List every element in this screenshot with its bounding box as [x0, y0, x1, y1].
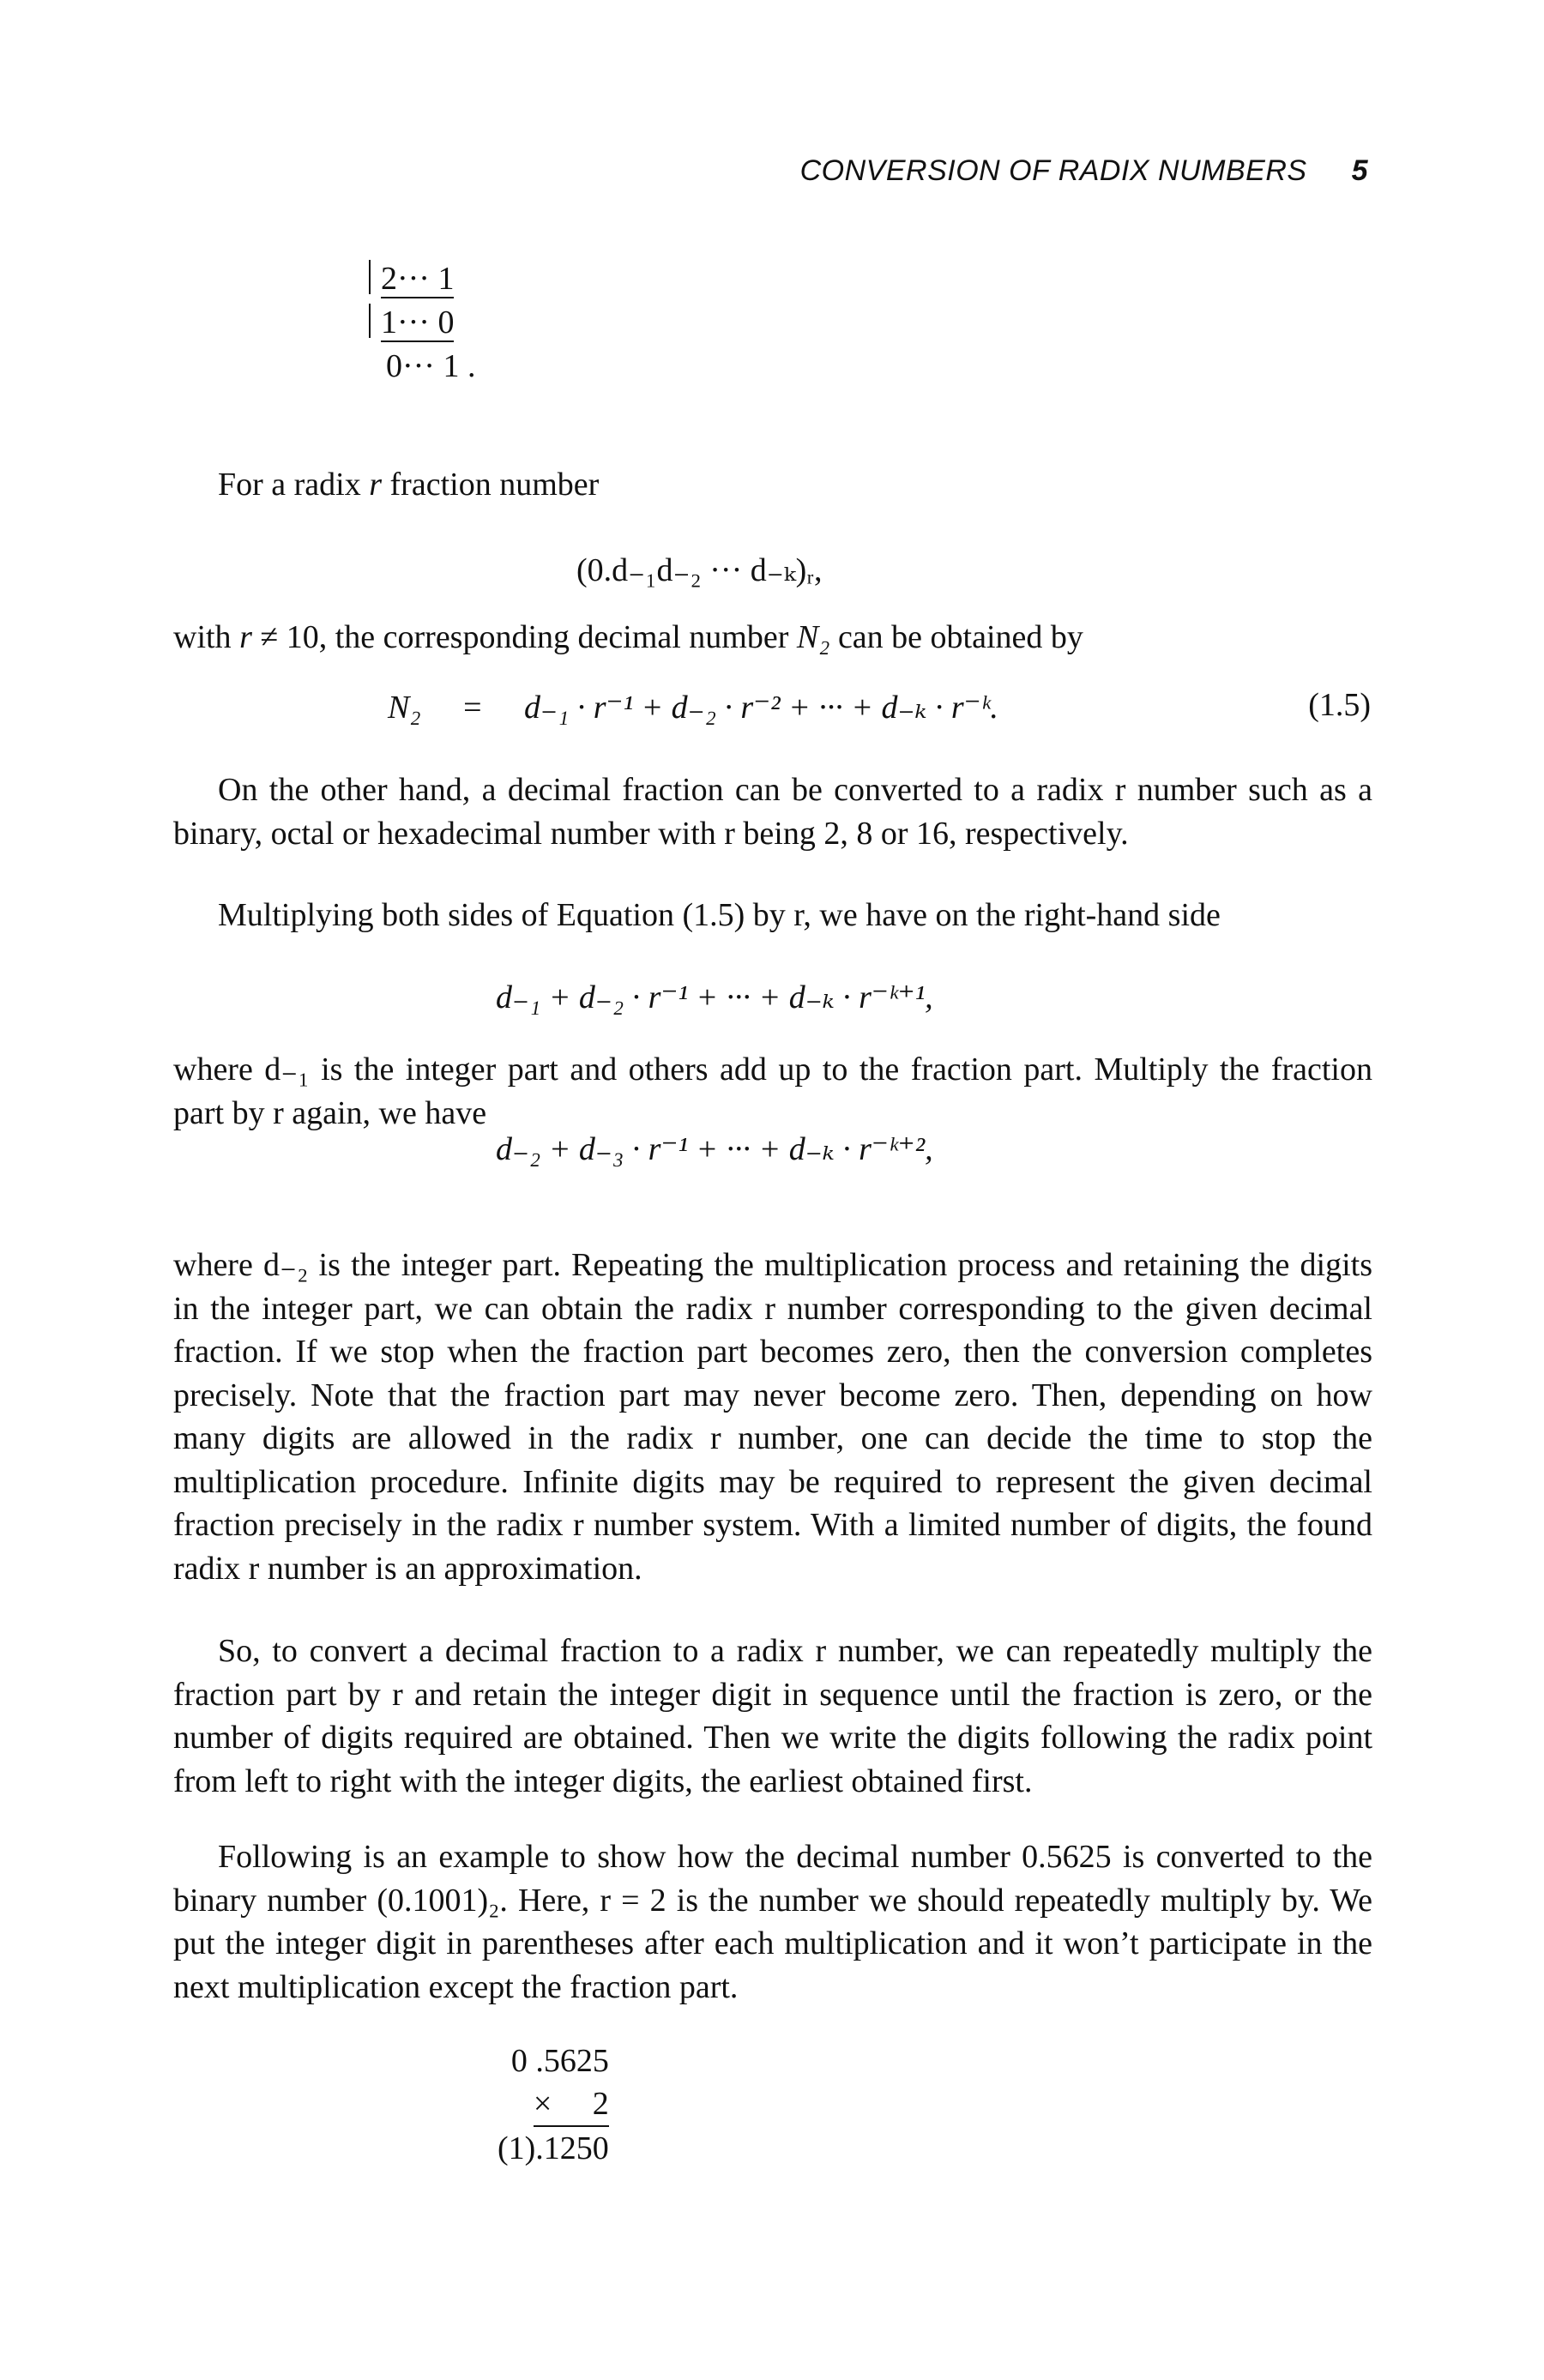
running-header — [800, 154, 1368, 188]
multiplicand: 0 .5625 — [510, 2043, 609, 2079]
product: (1).1250 — [498, 2130, 609, 2166]
page-number: 5 — [1351, 154, 1368, 187]
paragraph-example-intro: Following is an example to show how the decimal number 0.5625 is converted to the binary number (0.1001)₂. Here, r = 2 is the number we should repeatedly multiply by. We put the integer digit in parentheses after each multiplication and it won’t participate in the next multiplication except the fraction part. — [173, 1839, 1372, 2005]
equation-1-5: N₂ = d₋₁ · r⁻¹ + d₋₂ · r⁻² + ··· + d₋ₖ · r⁻ᵏ. — [388, 690, 998, 726]
paragraph-other-hand: On the other hand, a decimal fraction can be converted to a radix r number such as a binary, octal or hexadecimal number with r being 2, 8 or 16, respectively. — [173, 772, 1372, 852]
expansion-equation-2: d₋₂ + d₋₃ · r⁻¹ + ··· + d₋ₖ · r⁻ᵏ⁺², — [496, 1131, 933, 1167]
paragraph-radix-fraction: For a radix r fraction number — [218, 467, 600, 503]
expansion-equation-1: d₋₁ + d₋₂ · r⁻¹ + ··· + d₋ₖ · r⁻ᵏ⁺¹, — [496, 979, 933, 1015]
multiplier: × 2 — [534, 2082, 609, 2127]
paragraph-integer-part-2: where d₋₂ is the integer part. Repeating the multiplication process and retaining the digits in the integer part, we can obtain the radix r number corresponding to the given decimal fraction. If we stop when the fraction part becomes zero, then the conversion completes precisely. Note that the fraction part may never become zero. Then, depending on how many digits are allowed in the radix r number, one can decide the time to stop the multiplication procedure. Infinite digits may be required to represent the given decimal fraction precisely in the radix r number system. With a limited number of digits, the found radix r number is an approximation. — [173, 1247, 1372, 1587]
division-tail — [369, 257, 475, 389]
paragraph-convert-summary: So, to convert a decimal fraction to a radix r number, we can repeatedly multiply the fraction part by r and retain the integer digit in sequence until the fraction is zero, or the number of digits required are obtained. Then we write the digits following the radix point from left to right with the integer digits, the earliest obtained first. — [173, 1633, 1372, 1799]
division-row: 1··· 0 — [369, 301, 475, 345]
running-title: CONVERSION OF RADIX NUMBERS — [799, 154, 1307, 187]
multiplication-example — [498, 2040, 609, 2170]
paragraph-integer-part-1: where d₋₁ is the integer part and others add up to the fraction part. Multiply the fraction part by r again, we have — [173, 1051, 1372, 1131]
eq-lhs: N₂ — [388, 690, 421, 726]
division-row: 0··· 1 . — [386, 348, 476, 384]
paragraph-multiplying: Multiplying both sides of Equation (1.5) by r, we have on the right-hand side — [218, 897, 1221, 933]
equation-number: (1.5) — [1308, 687, 1371, 723]
division-row: 2··· 1 — [369, 257, 475, 301]
fraction-form-equation: (0.d₋₁d₋₂ ··· d₋ₖ)ᵣ, — [576, 552, 823, 588]
eq-rhs: d₋₁ · r⁻¹ + d₋₂ · r⁻² + ··· + d₋ₖ · r⁻ᵏ. — [524, 690, 998, 726]
paragraph-decimal-n2: with r ≠ 10, the corresponding decimal number N₂ can be obtained by — [173, 619, 1083, 655]
